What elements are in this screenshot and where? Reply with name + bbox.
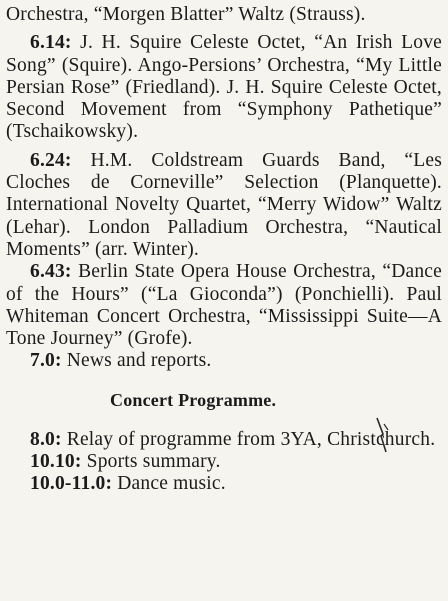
entry-text: News and reports. [66, 350, 212, 372]
entry-time: 10.0-11.0: [30, 473, 113, 495]
programme-entry-10-10 [6, 451, 442, 473]
entry-time: 6.24: [30, 149, 72, 171]
entry-text: Orchestra, “Morgen Blatter” Waltz (Strauss). [6, 4, 366, 25]
programme-entry-6-14 [6, 32, 442, 143]
print-smudge [374, 414, 392, 454]
programme-entry-7-0 [6, 350, 442, 372]
programme-entry-strauss [6, 4, 442, 26]
entry-time: 6.43: [30, 261, 72, 283]
entry-time: 7.0: [30, 350, 62, 372]
entry-text: Berlin State Opera House Orchestra, “Dance of the Hours” (“La Gioconda”) (Ponchielli). Paul Whiteman Concert Orchestra, “Mississippi Suite—A Tone Journey” (Grofe). [6, 261, 443, 350]
entry-time: 6.14: [30, 32, 72, 54]
entry-text: J. H. Squire Celeste Octet, “An Irish Love Song” (Squire). Ango-Persions’ Orchestra, “My Little Persian Rose” (Friedland). J. H. Squire Celeste Octet, Second Movement from “Symphony Pathetique” (Tschaikowsky). [6, 32, 442, 143]
entry-text: Sports summary. [86, 451, 221, 473]
section-heading: Concert Programme. [110, 389, 277, 410]
entry-time: 8.0: [30, 428, 62, 450]
entry-text: H.M. Coldstream Guards Band, “Les Cloches de Corneville” Selection (Planquette). International Novelty Quartet, “Merry Widow” Waltz (Lehar). London Palladium Orchestra, “Nautical Moments” (arr. Winter). [6, 149, 443, 260]
entry-time: 10.10: [30, 451, 82, 473]
programme-entry-6-43 [6, 261, 442, 350]
programme-entry-10-0 [6, 473, 442, 495]
programme-entry-6-24 [6, 150, 442, 261]
entry-text: Dance music. [117, 473, 226, 495]
entry-text: Relay of programme from 3YA, Christchurch. [66, 428, 436, 450]
